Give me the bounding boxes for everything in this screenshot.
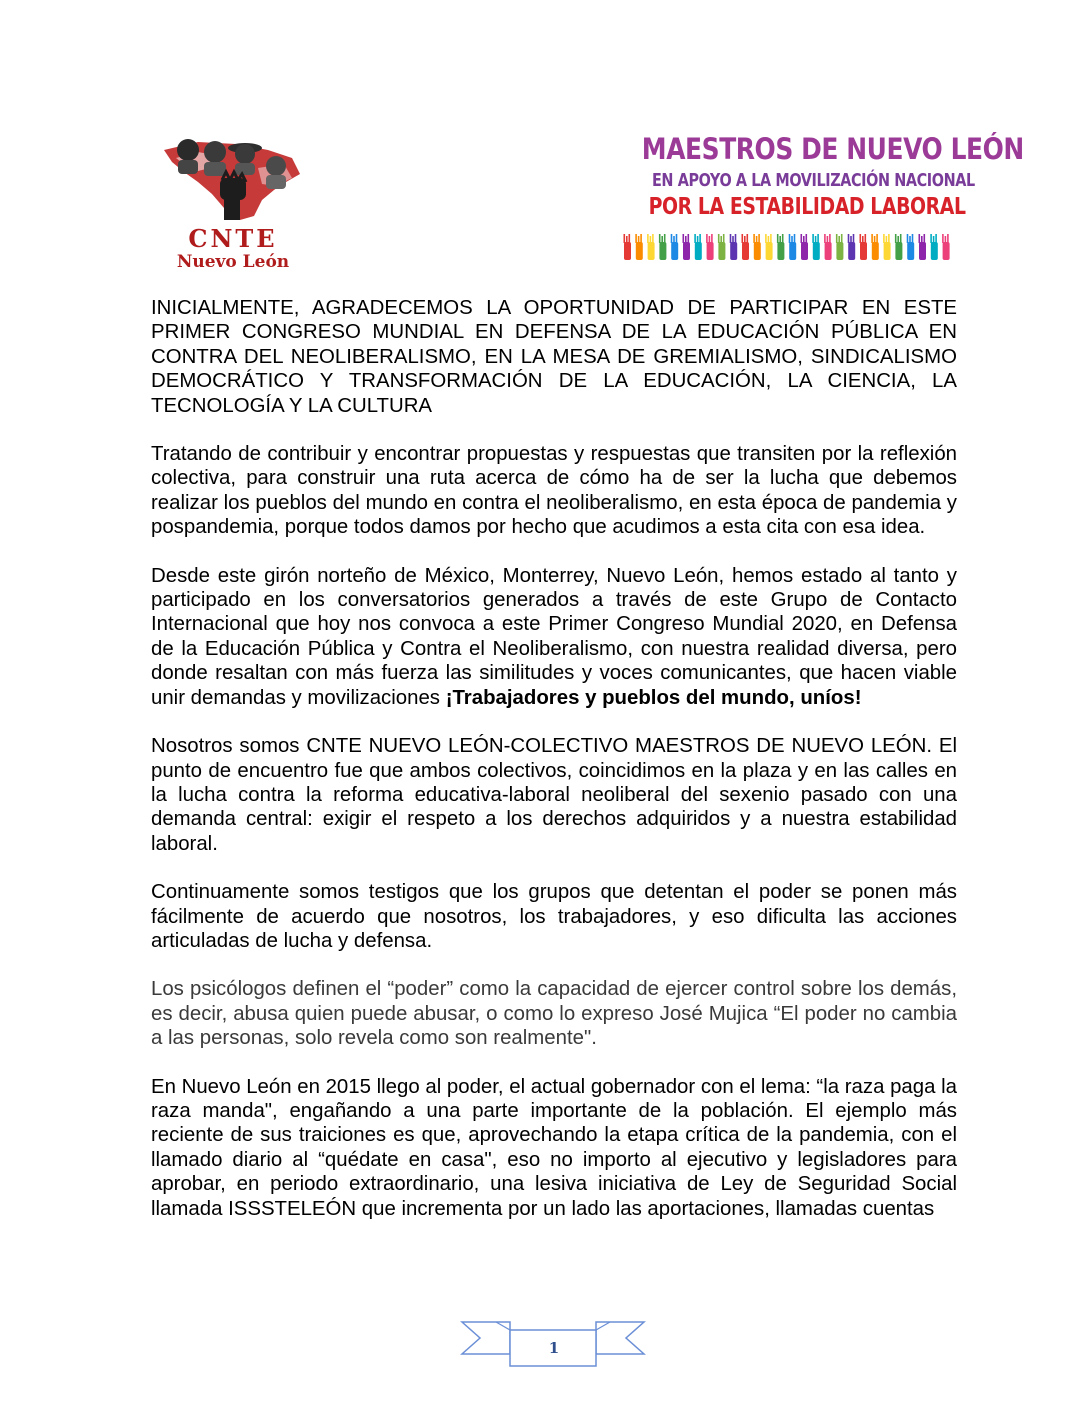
banner-line-2: EN APOYO A LA MOVILIZACIÓN NACIONAL	[652, 170, 975, 191]
logo-title: CNTE	[188, 224, 278, 253]
hand-shape	[812, 234, 820, 260]
paragraph-3-text: Desde este girón norteño de México, Monterrey, Nuevo León, hemos estado al tanto y participado en los conversatorios generados a través de este Grupo de Contacto Internacional que hoy nos convoca a este Primer Congreso Mundial 2020, en Defensa de la Educación Pública y Contra el Neoliberalismo, con nuestra realidad diversa, pero donde resaltan con más fuerza las similitudes y voces comunicantes, que hacen viable unir demandas y movilizaciones	[151, 564, 957, 709]
hand-shape	[624, 234, 632, 260]
hand-shape	[801, 234, 809, 260]
hand-shape	[635, 234, 643, 260]
hand-shape	[836, 234, 844, 260]
hand-shape	[895, 234, 903, 260]
hand-shape	[694, 234, 702, 260]
hand-shape	[824, 234, 832, 260]
hand-shape	[777, 234, 785, 260]
hand-shape	[683, 234, 691, 260]
hand-shape	[730, 234, 738, 260]
hand-shape	[706, 234, 714, 260]
hand-shape	[883, 234, 891, 260]
document-body	[151, 296, 957, 1245]
banner-line-1: MAESTROS DE NUEVO LEÓN	[641, 132, 1024, 166]
hand-shape	[718, 234, 726, 260]
hand-shape	[919, 234, 927, 260]
hand-shape	[742, 234, 750, 260]
paragraph-4: Nosotros somos CNTE NUEVO LEÓN-COLECTIVO MAESTROS DE NUEVO LEÓN. El punto de encuentro fue que ambos colectivos, coincidimos en la plaza y en las calles en la lucha contra la reforma educativa-laboral neoliberal del sexenio pasado con una demanda central: exigir el respeto a los derechos adquiridos y a nuestra estabilidad laboral.	[151, 735, 957, 855]
hand-shape	[671, 234, 679, 260]
hand-shape	[659, 234, 667, 260]
logo-subtitle: Nuevo León	[176, 252, 290, 272]
maestros-banner	[618, 132, 1024, 262]
page-number: 1	[548, 1339, 560, 1357]
hand-shape	[789, 234, 797, 260]
hand-shape	[647, 234, 655, 260]
paragraph-intro: INICIALMENTE, AGRADECEMOS LA OPORTUNIDAD DE PARTICIPAR EN ESTE PRIMER CONGRESO MUNDIAL EN DEFENSA DE LA EDUCACIÓN PÚBLICA EN CONTRA DEL NEOLIBERALISMO, EN LA MESA DE GREMIALISMO, SINDICALISMO DEMOCRÁTICO Y TRANSFORMACIÓN DE LA EDUCACIÓN, LA CIENCIA, LA TECNOLOGÍA Y LA CULTURA	[151, 297, 957, 417]
hand-shape	[753, 234, 761, 260]
hand-shape	[765, 234, 773, 260]
hand-shape	[860, 234, 868, 260]
hand-shape	[848, 234, 856, 260]
paragraph-5: Continuamente somos testigos que los grupos que detentan el poder se ponen más fácilmente de acuerdo que nosotros, los trabajadores, y eso dificulta las acciones articuladas de lucha y defensa.	[151, 881, 957, 952]
paragraph-7: En Nuevo León en 2015 llego al poder, el actual gobernador con el lema: “la raza paga la raza manda", engañando a una parte importante de la población. El ejemplo más reciente de sus traiciones es que, aprovechando la etapa crítica de la pandemia, con el llamado diario al “quédate en casa", eso no importo al ejecutivo y legisladores para aprobar, en periodo extraordinario, una lesiva iniciativa de Ley de Seguridad Social llamada ISSSTELEÓN que incrementa por un lado las aportaciones, llamadas cuentas	[151, 1075, 957, 1220]
cnte-logo	[158, 128, 308, 274]
raised-hands-icon	[620, 230, 956, 262]
banner-line-3: POR LA ESTABILIDAD LABORAL	[648, 194, 966, 220]
hand-shape	[942, 234, 950, 260]
hand-shape	[907, 234, 915, 260]
hand-shape	[930, 234, 938, 260]
paragraph-6: Los psicólogos definen el “poder” como la capacidad de ejercer control sobre los demás, es decir, abusa quien puede abusar, o como lo expreso José Mujica “El poder no cambia a las personas, solo revela como son realmente".	[151, 978, 957, 1050]
slogan: ¡Trabajadores y pueblos del mundo, uníos!	[445, 686, 862, 709]
cnte-mexico-map-fist-logo	[158, 128, 308, 228]
paragraph-3	[151, 564, 957, 710]
hand-shape	[871, 234, 879, 260]
paragraph-2: Tratando de contribuir y encontrar propuestas y respuestas que transiten por la reflexión colectiva, para construir una ruta acerca de cómo ha de ser la lucha que debemos realizar los pueblos del mundo en contra el neoliberalismo, en esta época de pandemia y pospandemia, porque todos damos por hecho que acudimos a esta cita con esa idea.	[151, 443, 957, 539]
